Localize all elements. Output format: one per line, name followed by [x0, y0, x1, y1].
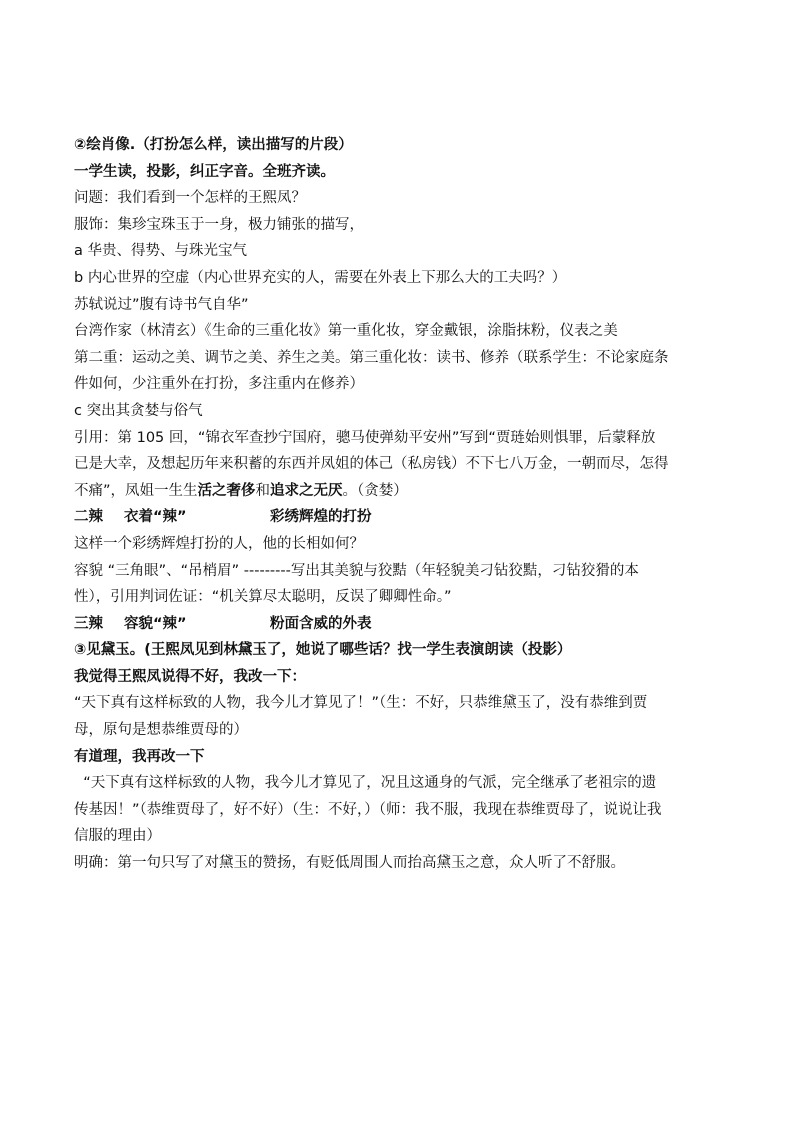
text-line: 台湾作家（林清玄）《生命的三重化妆》第一重化妆，穿金戴银，涂脂抹粉，仪表之美	[74, 323, 618, 340]
text-line: 容貌 “三角眼”、“吊梢眉” ---------写出其美貌与狡黠（年轻貌美刁钻狡黠，刁钻狡猾的本	[74, 562, 639, 579]
dialogue-line: 传基因！”（恭维贾母了，好不好）（生：不好，）（师：我不服，我现在恭维贾母了，说说让我	[74, 801, 662, 818]
section-heading-daiyu: ③见黛玉。(王熙凤见到林黛玉了，她说了哪些话？找一学生表演朗读（投影）	[74, 642, 572, 659]
question-line: 问题：我们看到一个怎样的王熙凤？	[74, 190, 306, 207]
text-segment: 。（贪婪）	[342, 482, 408, 499]
section-heading-portrait: ②绘肖像.（打扮怎么样，读出描写的片段）	[74, 137, 353, 153]
text-line: 苏轼说过”腹有诗书气自华”	[74, 296, 249, 313]
heading-summary: 粉面含威的外表	[270, 615, 372, 632]
list-item-b: b 内心世界的空虚（内心世界充实的人，需要在外表上下那么大的工夫吗？）	[74, 269, 567, 286]
dialogue-line: “天下真有这样标致的人物，我今儿才算见了，况且这通身的气派，完全继承了老祖宗的遗	[74, 775, 657, 792]
heading-topic: 容貌“辣”	[124, 615, 187, 632]
instruction-line: 一学生读，投影，纠正字音。全班齐读。	[74, 163, 335, 180]
list-item-a: a 华贵、得势、与珠光宝气	[74, 243, 247, 260]
emphasis-segment: 活之奢侈	[197, 482, 256, 499]
heading-label: 二辣	[74, 509, 103, 526]
list-item-c: c 突出其贪婪与俗气	[74, 402, 203, 419]
teacher-line: 我觉得王熙凤说得不好，我改一下：	[74, 668, 306, 685]
heading-san-la	[74, 611, 724, 638]
text-segment: 和	[255, 482, 271, 499]
quote-line-end	[74, 478, 724, 505]
emphasis-segment: 追求之无厌	[270, 482, 343, 499]
heading-summary: 彩绣辉煌的打扮	[270, 509, 372, 526]
text-line: 性），引用判词佐证：“机关算尽太聪明，反误了卿卿性命。”	[74, 589, 452, 606]
heading-topic: 衣着“辣”	[124, 509, 187, 526]
dialogue-line: 信服的理由）	[74, 828, 161, 845]
dialogue-line: “天下真有这样标致的人物，我今儿才算见了！”（生：不好，只恭维黛玉了，没有恭维到贾	[74, 695, 648, 712]
heading-er-la	[74, 504, 724, 531]
heading-label: 三辣	[74, 615, 103, 632]
teacher-line: 有道理，我再改一下	[74, 748, 205, 765]
question-line: 这样一个彩绣辉煌打扮的人，他的长相如何？	[74, 535, 364, 552]
conclusion-line: 明确：第一句只写了对黛玉的赞扬，有贬低周围人而抬高黛玉之意，众人听了不舒服。	[74, 855, 625, 872]
quote-line: 引用：第 105 回，“锦衣军查抄宁国府，骢马使弹劾平安州”写到“贾琏始则惧罪，后蒙释放	[74, 429, 656, 446]
text-segment: 不痛”，凤姐一生生	[74, 482, 198, 499]
document-body	[74, 132, 724, 877]
quote-line: 已是大幸，及想起历年来积蓄的东西并凤姐的体己（私房钱）不下七八万金，一朝而尽，怎得	[74, 456, 669, 473]
dialogue-line: 母，原句是想恭维贾母的）	[74, 722, 248, 739]
text-line: 第二重：运动之美、调节之美、养生之美。第三重化妆：读书、修养（联系学生：不论家庭条	[74, 349, 669, 366]
text-line: 件如何，少注重外在打扮，多注重内在修养）	[74, 376, 364, 393]
text-line: 服饰：集珍宝珠玉于一身，极力铺张的描写，	[74, 216, 364, 233]
